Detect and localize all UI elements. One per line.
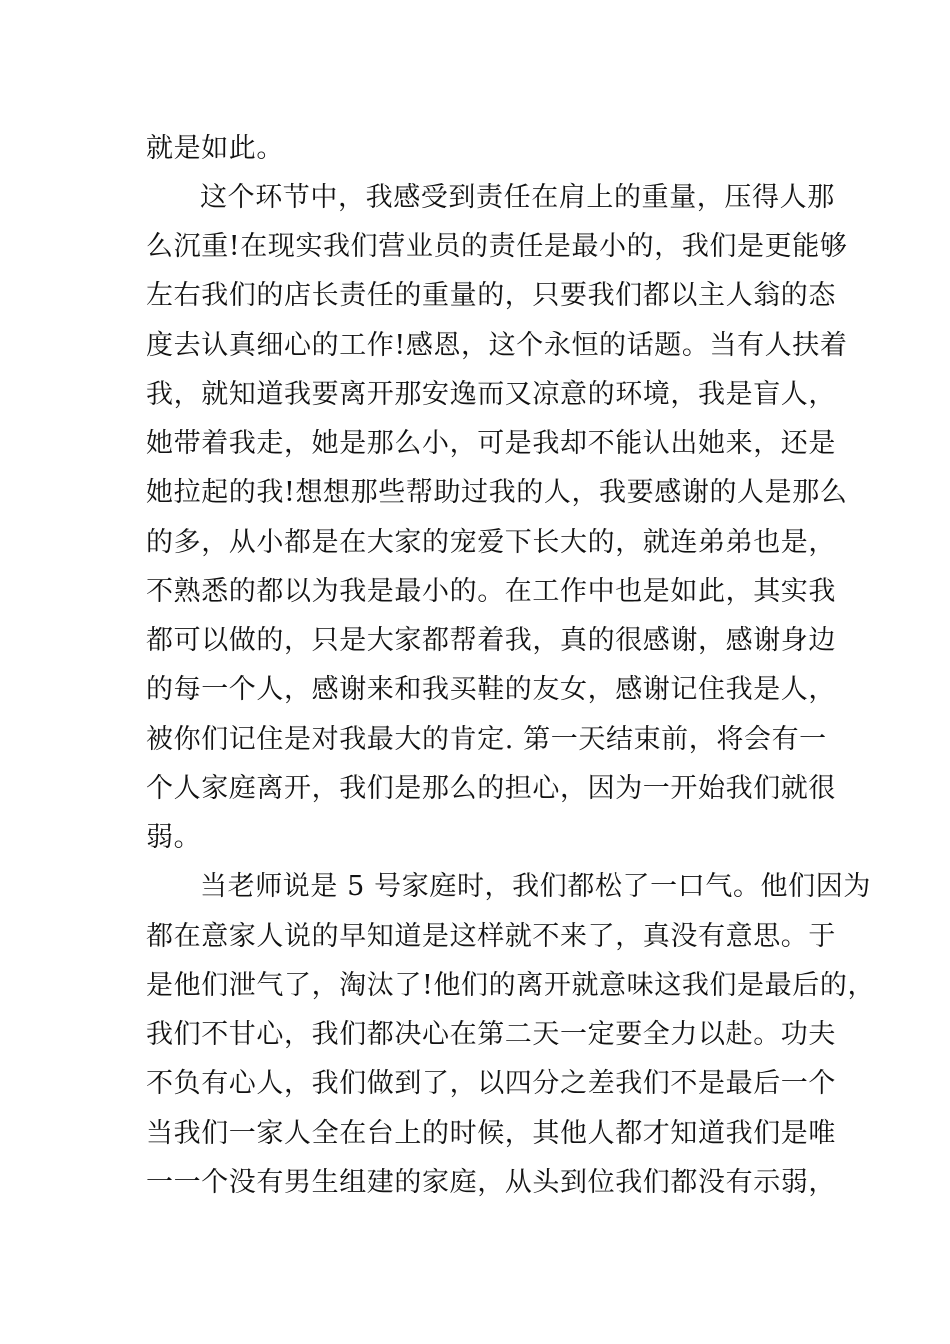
text-line: 的每一个人，感谢来和我买鞋的友女，感谢记住我是人， [146,674,836,705]
text-line: 一一个没有男生组建的家庭，从头到位我们都没有示弱， [146,1167,836,1198]
text-line: 的多，从小都是在大家的宠爱下长大的，就连弟弟也是， [146,527,836,558]
text-line: 她拉起的我!想想那些帮助过我的人，我要感谢的人是那么 [146,477,848,508]
text-line: 个人家庭离开，我们是那么的担心，因为一开始我们就很 [146,773,836,804]
text-line: 当我们一家人全在台上的时候，其他人都才知道我们是唯 [146,1118,836,1149]
text-line: 就是如此。 [146,133,284,164]
text-line: 都在意家人说的早知道是这样就不来了，真没有意思。于 [146,921,836,952]
paragraph-start-line: 当老师说是 5 号家庭时，我们都松了一口气。他们因为 [200,871,871,902]
text-line: 不负有心人，我们做到了，以四分之差我们不是最后一个 [146,1068,836,1099]
text-line: 弱。 [146,822,202,853]
text-line: 度去认真细心的工作!感恩，这个永恒的话题。当有人扶着 [146,330,848,361]
text-line: 都可以做的，只是大家都帮着我，真的很感谢，感谢身边 [146,625,836,656]
text-line: 我，就知道我要离开那安逸而又凉意的环境，我是盲人， [146,379,836,410]
text-line: 左右我们的店长责任的重量的，只要我们都以主人翁的态 [146,280,836,311]
text-line: 被你们记住是对我最大的肯定. 第一天结束前，将会有一 [146,724,827,755]
paragraph-start-line: 这个环节中，我感受到责任在肩上的重量，压得人那 [200,182,835,213]
text-line: 么沉重!在现实我们营业员的责任是最小的，我们是更能够 [146,231,848,262]
text-line: 是他们泄气了，淘汰了!他们的离开就意味这我们是最后的， [146,970,876,1001]
text-line: 我们不甘心，我们都决心在第二天一定要全力以赴。功夫 [146,1019,836,1050]
text-line: 她带着我走，她是那么小，可是我却不能认出她来，还是 [146,428,836,459]
text-line: 不熟悉的都以为我是最小的。在工作中也是如此，其实我 [146,576,836,607]
